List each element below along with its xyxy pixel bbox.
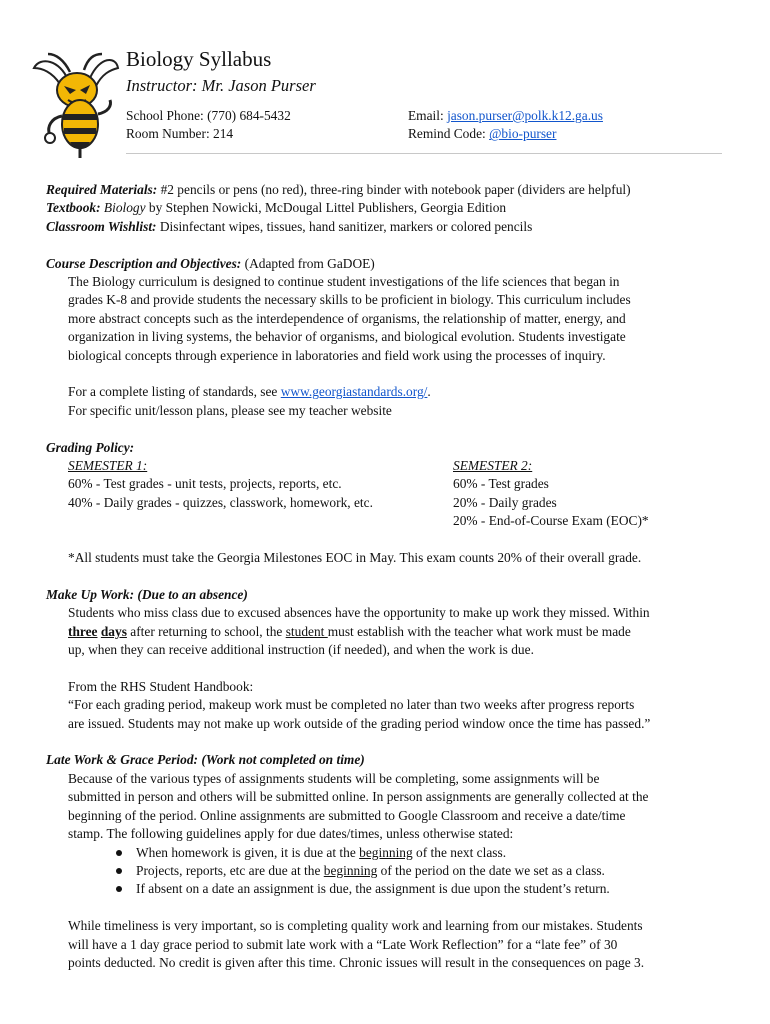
late-work-heading: Late Work & Grace Period: (Work not completed on time)	[46, 752, 365, 768]
textbook-title: Biology	[103, 200, 146, 216]
course-line: biological concepts through experience in laboratories and field work using the processes of inquiry.	[68, 347, 606, 363]
wishlist-label: Classroom Wishlist:	[46, 218, 157, 234]
email-label: Email:	[408, 108, 448, 123]
remind-code-link[interactable]: @bio-purser	[489, 126, 557, 142]
yellow-jacket-mascot-logo	[30, 50, 122, 160]
list-item	[114, 880, 736, 898]
makeup-section	[46, 604, 736, 733]
late-work-section	[46, 770, 736, 844]
guideline-text: of the period on the date we set as a class.	[377, 862, 605, 878]
grading-columns	[46, 457, 736, 531]
guideline-emphasis: beginning	[359, 844, 413, 860]
emphasis-student: student	[285, 623, 328, 639]
email-line	[408, 107, 603, 125]
makeup-line	[68, 623, 736, 641]
school-phone: School Phone: (770) 684-5432	[126, 108, 291, 123]
makeup-line: Students who miss class due to excused absences have the opportunity to make up work they missed. Within	[68, 605, 650, 621]
semester-2-item: 60% - Test grades	[453, 476, 549, 492]
course-line: grades K-8 and provide students the necessary skills to be proficient in biology. This curriculum includes	[68, 292, 631, 308]
required-materials	[46, 181, 736, 199]
late-line: submitted in person and others will be submitted online. In person assignments are generally collected at the	[68, 789, 649, 805]
course-heading-note: (Adapted from GaDOE)	[241, 255, 375, 271]
guideline-text: Projects, reports, etc are due at the	[136, 862, 324, 878]
page-title: Biology Syllabus	[126, 47, 272, 71]
grace-line: points deducted. No credit is given after this time. Chronic issues will result in the consequences on page 3.	[68, 954, 645, 970]
semester-1-title: SEMESTER 1:	[68, 458, 148, 474]
standards-link[interactable]: www.georgiastandards.org/	[280, 384, 428, 400]
guideline-text: of the next class.	[412, 844, 507, 860]
instructor-name: Instructor: Mr. Jason Purser	[126, 76, 316, 95]
remind-line	[408, 125, 603, 143]
semester-2-item: 20% - End-of-Course Exam (EOC)*	[453, 513, 649, 529]
bullet-icon	[116, 868, 122, 874]
makeup-line: up, when they can receive additional instruction (if needed), and when the work is due.	[68, 642, 534, 658]
guideline-text: When homework is given, it is due at the	[136, 844, 360, 860]
bullet-icon	[116, 850, 122, 856]
lesson-plans-line: For specific unit/lesson plans, please see my teacher website	[68, 402, 392, 418]
contact-left	[126, 107, 291, 144]
wishlist-text: Disinfectant wipes, tissues, hand sanitizer, markers or colored pencils	[156, 218, 533, 234]
remind-label: Remind Code:	[408, 126, 490, 142]
guideline-emphasis: beginning	[323, 862, 378, 878]
eoc-note: *All students must take the Georgia Milestones EOC in May. This exam counts 20% of their overall grade.	[68, 550, 642, 566]
course-description	[46, 273, 736, 420]
course-line: more abstract concepts such as the interdependence of organisms, the relationship of matter, energy, and	[68, 310, 626, 326]
semester-1	[46, 457, 453, 531]
grace-line: While timeliness is very important, so is completing quality work and learning from our mistakes. Students	[68, 918, 643, 934]
standards-line	[68, 383, 736, 401]
handbook-quote: are issued. Students may not make up work outside of the grading period window once the time has passed.”	[68, 715, 651, 731]
email-link[interactable]: jason.purser@polk.k12.ga.us	[447, 108, 603, 123]
textbook-label: Textbook:	[46, 200, 101, 216]
required-materials-label: Required Materials:	[46, 182, 158, 197]
due-date-guidelines	[46, 844, 736, 899]
semester-2-title: SEMESTER 2:	[453, 458, 533, 474]
makeup-heading: Make Up Work: (Due to an absence)	[46, 586, 248, 602]
handbook-quote: “For each grading period, makeup work must be completed no later than two weeks after progress reports	[68, 697, 635, 713]
late-line: stamp. The following guidelines apply for due dates/times, unless otherwise stated:	[68, 826, 514, 842]
grace-line: will have a 1 day grace period to submit late work with a “Late Work Reflection” for a “late fee” of 30	[68, 936, 618, 952]
header-divider	[126, 153, 722, 154]
bullet-icon	[116, 886, 122, 892]
semester-2	[453, 457, 733, 531]
semester-1-item: 60% - Test grades - unit tests, projects, reports, etc.	[68, 476, 342, 492]
makeup-mid: after returning to school, the	[126, 623, 286, 639]
course-heading	[46, 255, 736, 273]
course-line: The Biology curriculum is designed to continue student investigations of the life sciences that began in	[68, 274, 620, 290]
guideline-text: If absent on a date an assignment is due, the assignment is due upon the student’s return.	[136, 881, 610, 897]
grace-period	[46, 917, 736, 972]
list-item	[114, 844, 736, 862]
late-line: beginning of the period. Online assignments are submitted to Google Classroom and receive a date/time	[68, 807, 626, 823]
semester-1-item: 40% - Daily grades - quizzes, classwork, homework, etc.	[68, 494, 373, 510]
emphasis-three: three	[68, 623, 98, 639]
contact-right	[408, 107, 603, 144]
standards-suffix: .	[427, 384, 431, 400]
textbook	[46, 199, 736, 217]
emphasis-days: days	[100, 623, 127, 639]
textbook-text: by Stephen Nowicki, McDougal Littel Publishers, Georgia Edition	[145, 200, 507, 216]
late-line: Because of the various types of assignments students will be completing, some assignments will be	[68, 770, 600, 786]
course-heading-label: Course Description and Objectives:	[46, 255, 242, 271]
syllabus-body	[46, 181, 736, 972]
course-line: organization in living systems, the behavior of organisms, and biological evolution. Students investigate	[68, 329, 626, 345]
classroom-wishlist	[46, 218, 736, 236]
syllabus-header	[0, 0, 770, 160]
list-item	[114, 862, 736, 880]
room-number: Room Number: 214	[126, 126, 234, 142]
standards-prefix: For a complete listing of standards, see	[68, 384, 281, 400]
grading-heading: Grading Policy:	[46, 439, 135, 455]
handbook-label: From the RHS Student Handbook:	[68, 678, 254, 694]
required-materials-text: #2 pencils or pens (no red), three-ring binder with notebook paper (dividers are helpful)	[157, 182, 631, 197]
semester-2-item: 20% - Daily grades	[453, 494, 557, 510]
makeup-end: must establish with the teacher what work must be made	[327, 623, 631, 639]
